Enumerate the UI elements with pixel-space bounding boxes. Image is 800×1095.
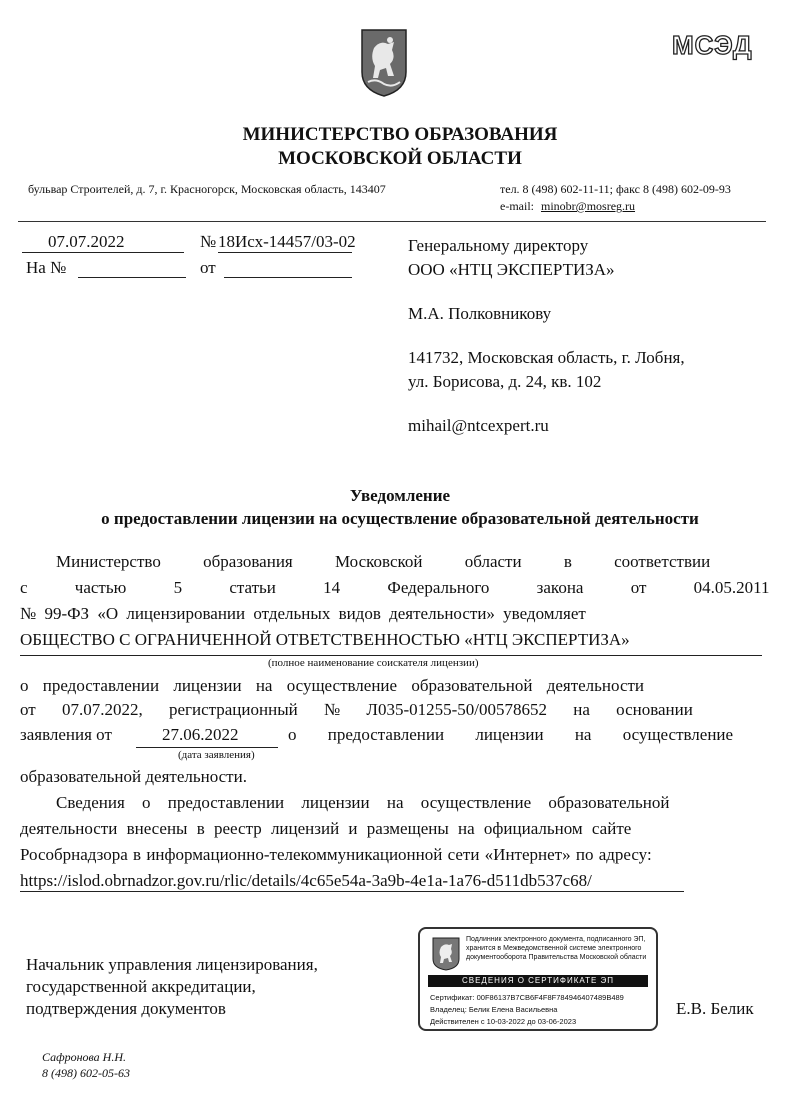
- ministry-phone: тел. 8 (498) 602-11-11; факс 8 (498) 602-09-93: [500, 182, 731, 196]
- ministry-email-link[interactable]: minobr@mosreg.ru: [540, 199, 636, 213]
- p2-line3a: заявления от: [20, 725, 112, 744]
- p2-line2: от 07.07.2022, регистрационный № Л035-01255-50/00578652 на основании: [20, 700, 693, 719]
- applicant-caption: (полное наименование соискателя лицензии): [268, 657, 479, 669]
- outgoing-date: 07.07.2022: [48, 232, 125, 251]
- notice-title: Уведомление: [349, 486, 451, 505]
- recipient-address-2: ул. Борисова, д. 24, кв. 102: [408, 372, 602, 391]
- coat-of-arms-icon: [360, 28, 408, 98]
- outgoing-number: 18Исх-14457/03-02: [218, 232, 356, 251]
- p3-line1: Сведения о предоставлении лицензии на осуществление образовательной: [56, 793, 670, 812]
- notice-subtitle: о предоставлении лицензии на осуществление образовательной деятельности: [101, 509, 699, 528]
- p1-line1-text: Министерство образования Московской области в соответствии: [56, 552, 711, 571]
- ministry-address: бульвар Строителей, д. 7, г. Красногорск, Московская область, 143407: [28, 182, 386, 196]
- p2-line4: образовательной деятельности.: [20, 767, 247, 786]
- p2-line3b: о предоставлении лицензии на осуществление: [288, 725, 734, 744]
- registry-url[interactable]: https://islod.obrnadzor.gov.ru/rlic/details/4c65e54a-3a9b-4e1a-1a76-d511db537c68/: [20, 871, 592, 890]
- signer-position-2: государственной аккредитации,: [26, 977, 256, 996]
- stamp-certificate: Сертификат: 00F86137B7CB6F4F8F784946407489B489: [430, 993, 624, 1002]
- stamp-validity: Действителен с 10-03-2022 до 03-06-2023: [430, 1017, 577, 1026]
- executor-name: Сафронова Н.Н.: [42, 1050, 127, 1064]
- recipient-address-1: 141732, Московская область, г. Лобня,: [408, 348, 685, 367]
- applicant-underline: [20, 655, 762, 656]
- recipient-company: ООО «НТЦ ЭКСПЕРТИЗА»: [408, 260, 615, 279]
- p3-line3: Рособрнадзора в информационно-телекоммуникационной сети «Интернет» по адресу:: [20, 845, 652, 864]
- email-label: e-mail:: [500, 199, 534, 213]
- e-signature-stamp: [418, 927, 658, 1031]
- signer-position-3: подтверждения документов: [26, 999, 226, 1018]
- ministry-title-line2: МОСКОВСКОЙ ОБЛАСТИ: [278, 148, 522, 169]
- stamp-emblem-icon: [432, 937, 460, 971]
- recipient-email: mihail@ntcexpert.ru: [408, 416, 549, 435]
- p1-line3: № 99-ФЗ «О лицензировании отдельных видов деятельности» уведомляет: [20, 604, 586, 623]
- date-caption: (дата заявления): [178, 749, 255, 761]
- p1-line1: [56, 552, 760, 572]
- stamp-header: Подлинник электронного документа, подписанного ЭП, хранится в Межведомственной системе электронного документооборота Правительства Московской области: [466, 936, 647, 961]
- reply-underline: [78, 277, 186, 278]
- recipient-name: М.А. Полковникову: [408, 304, 552, 323]
- application-date: 27.06.2022: [162, 725, 239, 744]
- number-underline: [218, 252, 352, 253]
- url-underline: [20, 891, 684, 892]
- executor-phone: 8 (498) 602-05-63: [42, 1066, 130, 1080]
- date-underline: [22, 252, 184, 253]
- p1-line2: с частью 5 статьи 14 Федерального закона от 04.05.2011: [20, 578, 770, 597]
- from-underline: [224, 277, 352, 278]
- number-label: №: [200, 232, 217, 251]
- msed-mark: МСЭД: [672, 30, 753, 60]
- ministry-email-row: [500, 199, 635, 214]
- signer-name: Е.В. Белик: [676, 999, 754, 1018]
- stamp-owner: Владелец: Белик Елена Васильевна: [430, 1005, 558, 1014]
- signer-position-1: Начальник управления лицензирования,: [26, 955, 318, 974]
- p3-line2: деятельности внесены в реестр лицензий и размещены на официальном сайте: [20, 819, 632, 838]
- stamp-title: СВЕДЕНИЯ О СЕРТИФИКАТЕ ЭП: [428, 975, 648, 987]
- applicant-name: ОБЩЕСТВО С ОГРАНИЧЕННОЙ ОТВЕТСТВЕННОСТЬЮ «НТЦ ЭКСПЕРТИЗА»: [20, 630, 630, 649]
- from-label: от: [200, 258, 216, 277]
- recipient-position: Генеральному директору: [408, 236, 589, 255]
- application-date-underline: [136, 747, 278, 748]
- reply-label: На №: [26, 258, 67, 277]
- p2-line1: о предоставлении лицензии на осуществление образовательной деятельности: [20, 676, 645, 695]
- header-divider: [18, 221, 766, 222]
- ministry-title-line1: МИНИСТЕРСТВО ОБРАЗОВАНИЯ: [242, 124, 558, 145]
